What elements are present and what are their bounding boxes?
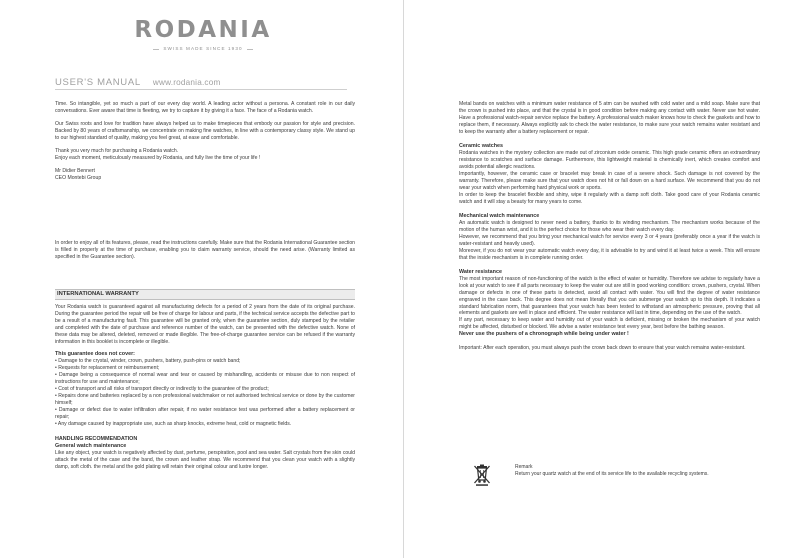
not-cover-item: • Any damage caused by inappropriate use, such as sharp knocks, extreme heat, cold or magnetic fields. xyxy=(55,421,355,428)
not-cover-item: • Damage or defect due to water infiltration after repair, if no water resistance test was performed after a battery replacement or repair; xyxy=(55,407,355,421)
not-cover-heading: This guarantee does not cover: xyxy=(55,350,135,357)
water-paragraph-1: The most important reason of non-functioning of the watch is the effect of water or humidity. Therefore we advise to regularly have a look at your watch to see if all parts necessary to keep the water out are still in good working condition: crown, pushers, crystal. When damage or defects in one of these parts is detected, avoid all contact with water. You will find the degree of water resistance engraved in the case back. This degree does not mean literally that you can submerge your watch up to this depth. It indicates a standard fabrication norm, that guarantees that your watch has been tested to withstand an atmospheric pressure, proving that all elements and gaskets are well in place and efficient. The water resistance will last in time, depending on the use of the watch. xyxy=(459,275,760,317)
website-link[interactable]: www.rodania.com xyxy=(152,78,221,87)
ceramic-paragraph-1: Rodania watches in the mystery collection are made out of zirconium oxide ceramic. This high grade ceramic offers an extraordinary resistance to scratches and surface damage. Furthermore, this lightweight material is chemically inert, which creates comfort and avoids potential allergic reactions. xyxy=(459,149,760,170)
manual-header xyxy=(55,77,347,88)
thanks-line-1: Thank you very much for purchasing a Rodania watch. xyxy=(55,147,179,154)
tagline-rule-right xyxy=(247,49,253,50)
rodania-logo xyxy=(130,18,276,60)
important-note: Important: After each operation, you must always push the crown back down to ensure that your watch remains water-resistant. xyxy=(459,344,746,351)
warranty-body: Your Rodania watch is guaranteed against all manufacturing defects for a period of 2 years from the date of its original purchase. During the guarantee period the repair will be free of charge for labour and parts, if the technical service accepts the defective part to be a result of a manufacturing fault. This guarantee will be granted only, when the guarantee section, duly stamped by the retailer and completed with the date of purchase and reference number of the watch, can be presented with the defective watch. None of these data may be altered, deleted, removed or made illegible. The free-of-charge guarantee service can be refused if the warranty information in this booklet is incomplete or illegible. xyxy=(55,304,355,345)
intro-section xyxy=(55,101,355,182)
header-divider xyxy=(55,89,347,90)
signature-name: Mr Didier Bennert xyxy=(55,167,95,174)
logo-wordmark: RODANIA xyxy=(134,17,272,43)
handling-heading: HANDLING RECOMMENDATION xyxy=(55,435,138,442)
general-maintenance-body: Like any object, your watch is negatively affected by dust, perfume, perspiration, pool and sea water. Salt crystals from the skin could attack the metal of the case and the band, the crown and leather strap. We recommend that you clean your watch with a slightly damp, soft cloth. the metal and the gold plating will retain their original colour and lustre longer. xyxy=(55,450,355,470)
mechanical-paragraph-3: Moreover, if you do not wear your automatic watch every day, it is advisable to try and wind it at least twice a week. This will ensure that the inside mechanism is in complete running order. xyxy=(459,247,760,261)
water-paragraph-2: If any part, necessary to keep water and humidity out of your watch is deficient, missing or broken the mechanism of your watch might be affected, disturbed or blocked. We advise a water resistance test every year, best before the bathing season. xyxy=(459,317,760,331)
not-cover-item: • Requests for replacement or reimbursement; xyxy=(55,365,355,372)
signature-title: CEO Montebi Group xyxy=(55,174,102,181)
mechanical-paragraph-2: However, we recommend that you bring your mechanical watch for service every 3 or 4 years (preferably once a year if the watch is water-resistant and heavily used). xyxy=(459,233,760,247)
enjoy-section xyxy=(55,240,355,261)
warranty-heading: INTERNATIONAL WARRANTY xyxy=(55,290,355,299)
crossed-bin-icon xyxy=(472,464,492,486)
metal-bands-paragraph: Metal bands on watches with a minimum water resistance of 5 atm can be washed with cold water and a mild soap. Make sure that the crown is pushed into place, and that the crystal is in good condition before making any contact with water. Never use hot water. Have a professional watch-repair service replace the battery. A professional watch maker knows how to check the gaskets and how to replace them, if necessary. Always explicitly ask to check the water resistance, to make sure your watch remains water resistant and to keep the warranty after a battery replacement or repair. xyxy=(459,101,760,135)
ceramic-heading: Ceramic watches xyxy=(459,142,504,149)
manual-title: USER'S MANUAL xyxy=(55,77,141,88)
warranty-section xyxy=(55,289,355,471)
not-cover-item: • Damage to the crystal, winder, crown, pushers, battery, push-pins or watch band; xyxy=(55,358,355,365)
not-cover-list xyxy=(55,358,355,428)
ceramic-paragraph-2: Importantly, however, the ceramic case or bracelet may break in case of a severe shock. Such damage is not covered by the warranty. Therefore, please make sure that your watch does not hit or fall down on a hard surface. We recommend that you do not wear your watch when performing hard physical work or sports. xyxy=(459,170,760,191)
tagline-rule-left xyxy=(153,49,159,50)
warranty-bottom-rule xyxy=(55,299,355,300)
thanks-line-2: Enjoy each moment, meticulously measured by Rodania, and fully live the time of your life ! xyxy=(55,154,261,161)
logo-tagline: SWISS MADE SINCE 1930 xyxy=(163,46,243,51)
mechanical-heading: Mechanical watch maintenance xyxy=(459,212,540,219)
chronograph-warning: Never use the pushers of a chronograph while being under water ! xyxy=(459,331,629,338)
enjoy-paragraph: In order to enjoy all of its features, please, read the instructions carefully. Make sure that the Rodania International Guarantee section is filled in properly at the time of purchase, enabling you to claim warranty service, should the need arise. (Warranty limited as specified in the Guarantee section). xyxy=(55,240,355,260)
remark-block xyxy=(515,464,755,477)
right-column xyxy=(459,101,760,352)
not-cover-item: • Damage being a consequence of normal wear and tear or caused by mishandling, accidents or misuse due to non respect of instructions for use and maintenance; xyxy=(55,372,355,386)
intro-paragraph-2: Our Swiss roots and love for tradition have always helped us to make timepieces that embody our passion for style and precision. Backed by 80 years of craftsmanship, we concentrate on making fine watches, in line with a contemporary classy style. We stand up to our highest standard of quality, making you feel great, at ease and comfortable. xyxy=(55,120,355,141)
remark-body: Return your quartz watch at the end of its service life to the available recycling systems. xyxy=(515,470,709,477)
remark-title: Remark xyxy=(515,464,533,470)
general-maintenance-heading: General watch maintenance xyxy=(55,442,127,449)
page-spine xyxy=(403,0,404,558)
not-cover-item: • Repairs done and batteries replaced by a non professional watchmaker or not authorised technical service or done by the customer himself; xyxy=(55,393,355,407)
water-resistance-heading: Water resistance xyxy=(459,268,502,275)
not-cover-item: • Cost of transport and all risks of transport directly or indirectly to the guarantee of the product; xyxy=(55,386,355,393)
mechanical-paragraph-1: An automatic watch is designed to never need a battery, thanks to its winding mechanism. The mechanism works because of the motion of the human wrist, and it is the perfect choice for those who wear their watch every day. xyxy=(459,219,760,233)
ceramic-paragraph-3: In order to keep the bracelet flexible and shiny, wipe it regularly with a damp soft cloth. Take good care of your Rodania ceramic watch and it will stay a beauty for many years to come. xyxy=(459,191,760,205)
intro-paragraph-1: Time. So intangible, yet so much a part of our every day world. A leading actor without a persona. A constant role in our daily conversations. Ever aware that time is fleeting, we try to capture it by giving it a face. The face of a Rodania watch. xyxy=(55,101,355,114)
